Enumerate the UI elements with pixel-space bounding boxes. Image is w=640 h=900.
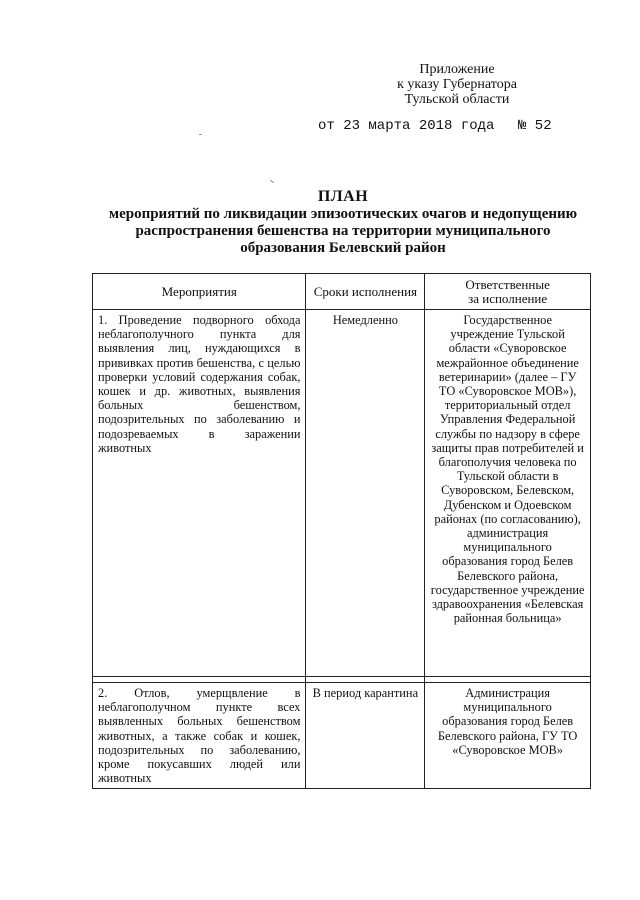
header-responsible-line-2: за исполнение bbox=[468, 290, 548, 306]
decree-number: № 52 bbox=[518, 118, 552, 134]
title-line-3: распространения бешенства на территории муниципального bbox=[135, 223, 551, 239]
appendix-line-3: Тульской области bbox=[404, 92, 510, 107]
title-line-2: мероприятий по ликвидации эпизоотических очагов и недопущению bbox=[108, 206, 578, 222]
appendix-line-2: к указу Губернатора bbox=[397, 77, 517, 92]
plan-table bbox=[92, 273, 591, 789]
title-plan: ПЛАН bbox=[317, 188, 369, 205]
document-title bbox=[96, 188, 590, 257]
header-responsible bbox=[425, 274, 591, 310]
decree-date: от 23 марта 2018 года bbox=[318, 118, 495, 134]
table-row bbox=[93, 310, 591, 677]
row-responsible: Администрация муниципального образования город Белев Белевского района, ГУ ТО «Суворовское МОВ» bbox=[425, 683, 591, 789]
title-line-4: образования Белевский район bbox=[240, 240, 446, 256]
row-responsible: Государственное учреждение Тульской области «Суворовское межрайонное объединение ветеринарии» (далее – ГУ ТО «Суворовское МОВ»), территориальный отдел Управления Федеральной службы по надзору в сфере защиты прав потребителей и благополучия человека по Тульской области в Суворовском, Белевском, Дубенском и Одоевском районах (по согласованию), администрация муниципального образования город Белев Белевского района, государственное учреждение здравоохранения «Белевская районная больница» bbox=[425, 310, 591, 677]
scan-speck bbox=[199, 134, 202, 135]
header-responsible-line-1: Ответственные bbox=[465, 276, 550, 292]
header-terms: Сроки исполнения bbox=[306, 274, 425, 310]
decree-date-line bbox=[318, 118, 552, 134]
row-activity: 1. Проведение подворного обхода неблагополучного пункта для выявления лиц, нуждающихся в прививках против бешенства, с целью проверки условий содержания собак, кошек и др. животных, выявления больных бешенством, подозрительных по заболеванию и подозреваемых в заражении животных bbox=[93, 310, 306, 677]
row-term: В период карантина bbox=[306, 683, 425, 789]
row-activity: 2. Отлов, умерщвление в неблагополучном пункте всех выявленных больных бешенством животных, а также собак и кошек, подозрительных по заболеванию, кроме покусавших людей или животных bbox=[93, 683, 306, 789]
appendix-line-1: Приложение bbox=[419, 62, 495, 77]
table-header-row bbox=[93, 274, 591, 310]
scan-speck bbox=[270, 180, 274, 183]
table-row bbox=[93, 683, 591, 789]
appendix-header bbox=[372, 62, 542, 107]
header-activities: Мероприятия bbox=[93, 274, 306, 310]
row-term: Немедленно bbox=[306, 310, 425, 677]
